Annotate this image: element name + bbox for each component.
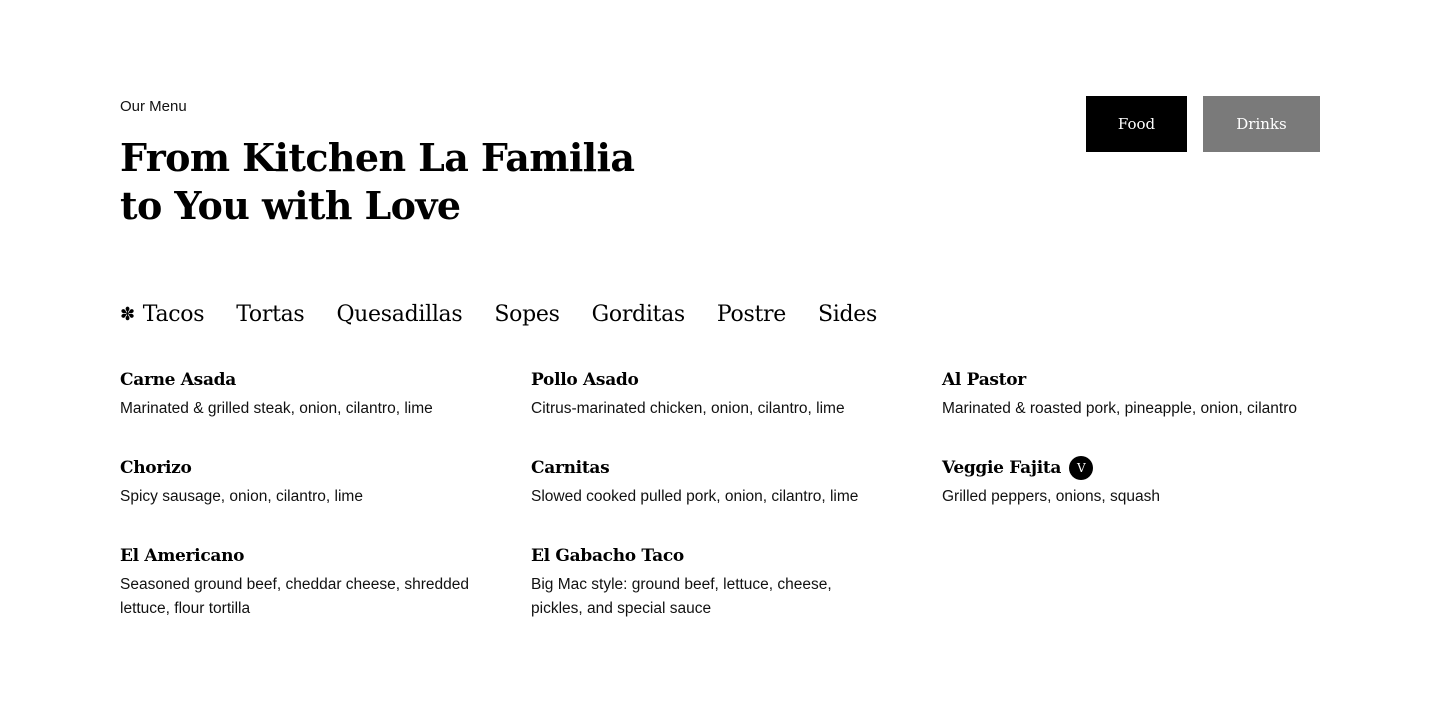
tab-sopes[interactable]: Sopes <box>494 302 560 327</box>
menu-item-name: Chorizo <box>120 458 192 478</box>
food-button[interactable]: Food <box>1086 96 1187 152</box>
menu-item <box>531 542 942 630</box>
menu-type-toggle <box>1086 96 1320 152</box>
menu-item <box>120 366 531 454</box>
menu-item-name: Carne Asada <box>120 370 236 390</box>
menu-item-description: Slowed cooked pulled pork, onion, cilantro, lime <box>531 488 859 505</box>
category-tabs <box>120 298 909 332</box>
section-eyebrow: Our Menu <box>120 98 187 115</box>
flower-icon: ✽ <box>120 304 135 325</box>
menu-item-name-row <box>942 454 1320 482</box>
drinks-button[interactable]: Drinks <box>1203 96 1320 152</box>
tab-quesadillas[interactable]: Quesadillas <box>336 302 463 327</box>
menu-item-description: Marinated & roasted pork, pineapple, onion, cilantro <box>942 400 1297 417</box>
page-title-line-2: to You with Love <box>120 183 461 228</box>
menu-item <box>531 454 942 542</box>
menu-item-description: Big Mac style: ground beef, lettuce, cheese, pickles, and special sauce <box>531 576 832 617</box>
menu-item-description: Seasoned ground beef, cheddar cheese, shredded lettuce, flour tortilla <box>120 576 470 617</box>
menu-item <box>120 454 531 542</box>
menu-item-description: Citrus-marinated chicken, onion, cilantro, lime <box>531 400 845 417</box>
menu-page <box>120 0 1320 720</box>
menu-item-name: El Americano <box>120 546 245 566</box>
menu-item <box>120 542 531 630</box>
menu-item-description: Spicy sausage, onion, cilantro, lime <box>120 488 363 505</box>
tab-tacos[interactable] <box>120 298 204 332</box>
menu-item <box>531 366 942 454</box>
menu-item-name: Carnitas <box>531 458 610 478</box>
page-title-line-1: From Kitchen La Familia <box>120 135 635 180</box>
tab-sides[interactable]: Sides <box>817 302 877 327</box>
vegetarian-badge: V <box>1069 456 1093 480</box>
tab-gorditas[interactable]: Gorditas <box>591 302 685 327</box>
menu-item-description: Marinated & grilled steak, onion, cilantro, lime <box>120 400 433 417</box>
menu-item-name: El Gabacho Taco <box>531 546 684 566</box>
tab-tortas[interactable]: Tortas <box>236 302 305 327</box>
menu-item-name: Pollo Asado <box>531 370 639 390</box>
tab-postre[interactable]: Postre <box>716 302 786 327</box>
menu-item-name: Veggie Fajita <box>942 458 1062 478</box>
empty-grid-cell <box>942 542 1320 630</box>
tab-tacos-label: Tacos <box>142 302 205 327</box>
menu-item <box>942 366 1320 454</box>
menu-item-description: Grilled peppers, onions, squash <box>942 488 1160 505</box>
page-title <box>120 134 634 230</box>
menu-item-name: Al Pastor <box>942 370 1026 390</box>
menu-item <box>942 454 1320 542</box>
menu-items-grid <box>120 366 1320 630</box>
